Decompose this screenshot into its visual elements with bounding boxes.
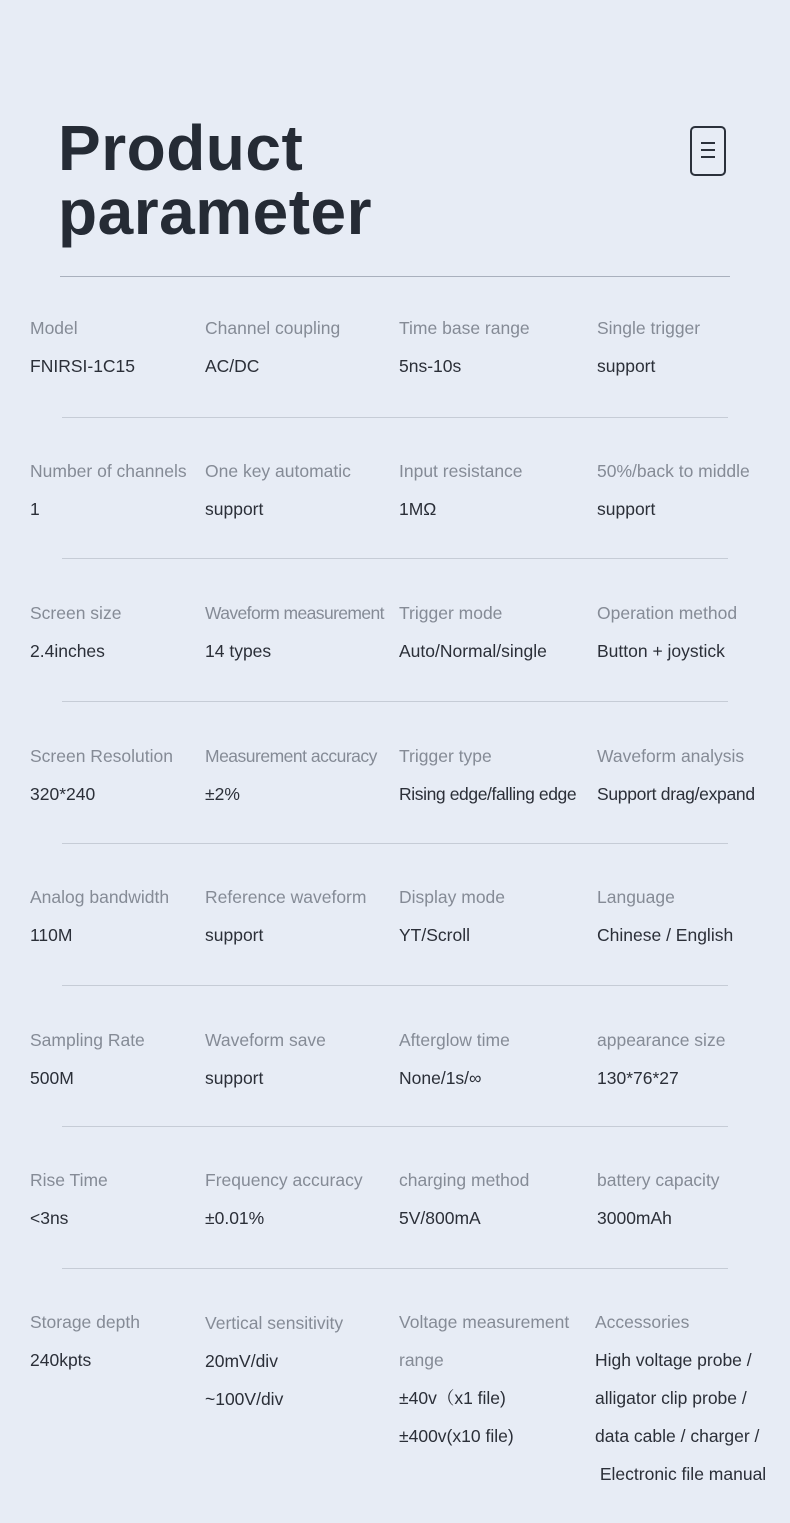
spec-value: 3000mAh: [597, 1208, 672, 1228]
spec-cell: [30, 594, 121, 670]
spec-label: Screen Resolution: [30, 746, 173, 766]
spec-cell: [205, 737, 377, 813]
spec-value: 2.4inches: [30, 641, 105, 661]
spec-label: Accessories: [595, 1312, 690, 1332]
spec-cell: [399, 1161, 529, 1237]
spec-value-line-2: ±400v(x10 file): [399, 1426, 514, 1446]
spec-value-line-2: ~100V/div: [205, 1389, 284, 1409]
spec-label: Operation method: [597, 603, 738, 623]
spec-cell: [30, 1161, 108, 1237]
spec-label: charging method: [399, 1170, 530, 1190]
spec-value: 500M: [30, 1068, 74, 1088]
row-divider: [62, 701, 728, 702]
spec-cell: [399, 594, 547, 670]
spec-value: High voltage probe /: [595, 1350, 752, 1370]
spec-label: Afterglow time: [399, 1030, 510, 1050]
spec-value: 20mV/div: [205, 1351, 278, 1371]
spec-value: ±2%: [205, 784, 240, 804]
title-line-1: Product: [58, 112, 304, 184]
spec-cell: [597, 594, 737, 670]
row-divider: [62, 1126, 728, 1127]
spec-value: <3ns: [30, 1208, 69, 1228]
spec-value: Chinese / English: [597, 925, 734, 945]
spec-cell: [205, 1161, 363, 1237]
spec-label: One key automatic: [205, 461, 351, 481]
spec-value: support: [205, 1068, 264, 1088]
spec-label: Single trigger: [597, 318, 701, 338]
spec-label-line-2: range: [399, 1350, 444, 1370]
spec-cell: [597, 452, 750, 528]
spec-cell: [205, 594, 384, 670]
row-divider: [62, 558, 728, 559]
spec-value: 1MΩ: [399, 499, 437, 519]
spec-value: AC/DC: [205, 356, 260, 376]
spec-cell: [205, 452, 351, 528]
row-divider: [62, 985, 728, 986]
spec-label: Time base range: [399, 318, 530, 338]
spec-label: Waveform save: [205, 1030, 326, 1050]
spec-label: Screen size: [30, 603, 122, 623]
spec-value: 14 types: [205, 641, 272, 661]
spec-label: Number of channels: [30, 461, 187, 481]
spec-cell: [30, 1021, 145, 1097]
spec-cell: [597, 1161, 720, 1237]
spec-cell: [30, 1303, 140, 1379]
spec-value: support: [597, 499, 656, 519]
spec-cell: [205, 1304, 343, 1418]
spec-cell: [399, 878, 505, 954]
spec-label: Frequency accuracy: [205, 1170, 363, 1190]
title-line-2: parameter: [58, 176, 372, 248]
spec-label: Display mode: [399, 887, 506, 907]
document-icon: [690, 126, 726, 176]
spec-value: Auto/Normal/single: [399, 641, 547, 661]
spec-value: Button + joystick: [597, 641, 725, 661]
spec-value: None/1s/∞: [399, 1068, 482, 1088]
row-divider: [62, 1268, 728, 1269]
spec-value-line-2: alligator clip probe /: [595, 1388, 747, 1408]
spec-label: Vertical sensitivity: [205, 1313, 344, 1333]
spec-label: Storage depth: [30, 1312, 140, 1332]
spec-value-line-3: data cable / charger /: [595, 1426, 760, 1446]
spec-value: support: [597, 356, 656, 376]
spec-cell: [399, 309, 530, 385]
spec-label: Measurement accuracy: [205, 746, 377, 766]
spec-cell: [399, 1021, 510, 1097]
spec-label: Language: [597, 887, 675, 907]
spec-cell: [597, 737, 755, 813]
spec-label: battery capacity: [597, 1170, 720, 1190]
spec-label: Reference waveform: [205, 887, 367, 907]
spec-cell: [597, 1021, 725, 1097]
spec-label: Input resistance: [399, 461, 523, 481]
spec-label: Trigger mode: [399, 603, 503, 623]
spec-label: 50%/back to middle: [597, 461, 750, 481]
spec-cell: [205, 878, 366, 954]
spec-label: Trigger type: [399, 746, 492, 766]
row-divider: [62, 417, 728, 418]
spec-value: support: [205, 925, 264, 945]
spec-value: YT/Scroll: [399, 925, 470, 945]
spec-cell: [595, 1303, 766, 1493]
spec-cell: [597, 309, 700, 385]
spec-label: Channel coupling: [205, 318, 341, 338]
spec-cell: [205, 309, 340, 385]
spec-value: 110M: [30, 925, 73, 945]
spec-label: Rise Time: [30, 1170, 108, 1190]
spec-cell: [399, 452, 523, 528]
spec-value: ±0.01%: [205, 1208, 265, 1228]
spec-cell: [399, 737, 576, 813]
spec-label: appearance size: [597, 1030, 726, 1050]
spec-cell: [30, 737, 173, 813]
spec-label: Sampling Rate: [30, 1030, 145, 1050]
spec-cell: [205, 1021, 326, 1097]
header-divider: [60, 276, 730, 277]
spec-value: 320*240: [30, 784, 96, 804]
spec-label: Analog bandwidth: [30, 887, 170, 907]
spec-value: FNIRSI-1C15: [30, 356, 136, 376]
spec-value-line-4: Electronic file manual: [595, 1464, 767, 1484]
spec-label: Waveform measurement: [205, 603, 384, 623]
page-title: [58, 112, 372, 248]
spec-value: Rising edge/falling edge: [399, 784, 577, 804]
spec-cell: [30, 878, 169, 954]
spec-label: Voltage measurement: [399, 1312, 570, 1332]
spec-cell: [30, 452, 187, 528]
spec-value: 5ns-10s: [399, 356, 462, 376]
spec-value: 5V/800mA: [399, 1208, 481, 1228]
spec-value: Support drag/expand: [597, 784, 755, 804]
spec-cell: [30, 309, 135, 385]
spec-cell: [597, 878, 733, 954]
row-divider: [62, 843, 728, 844]
spec-value: ±40v（x1 file): [399, 1388, 506, 1408]
spec-value: 1: [30, 499, 40, 519]
spec-value: support: [205, 499, 264, 519]
spec-value: 240kpts: [30, 1350, 92, 1370]
spec-cell: [399, 1303, 569, 1455]
spec-label: Waveform analysis: [597, 746, 745, 766]
spec-value: 130*76*27: [597, 1068, 679, 1088]
spec-label: Model: [30, 318, 78, 338]
